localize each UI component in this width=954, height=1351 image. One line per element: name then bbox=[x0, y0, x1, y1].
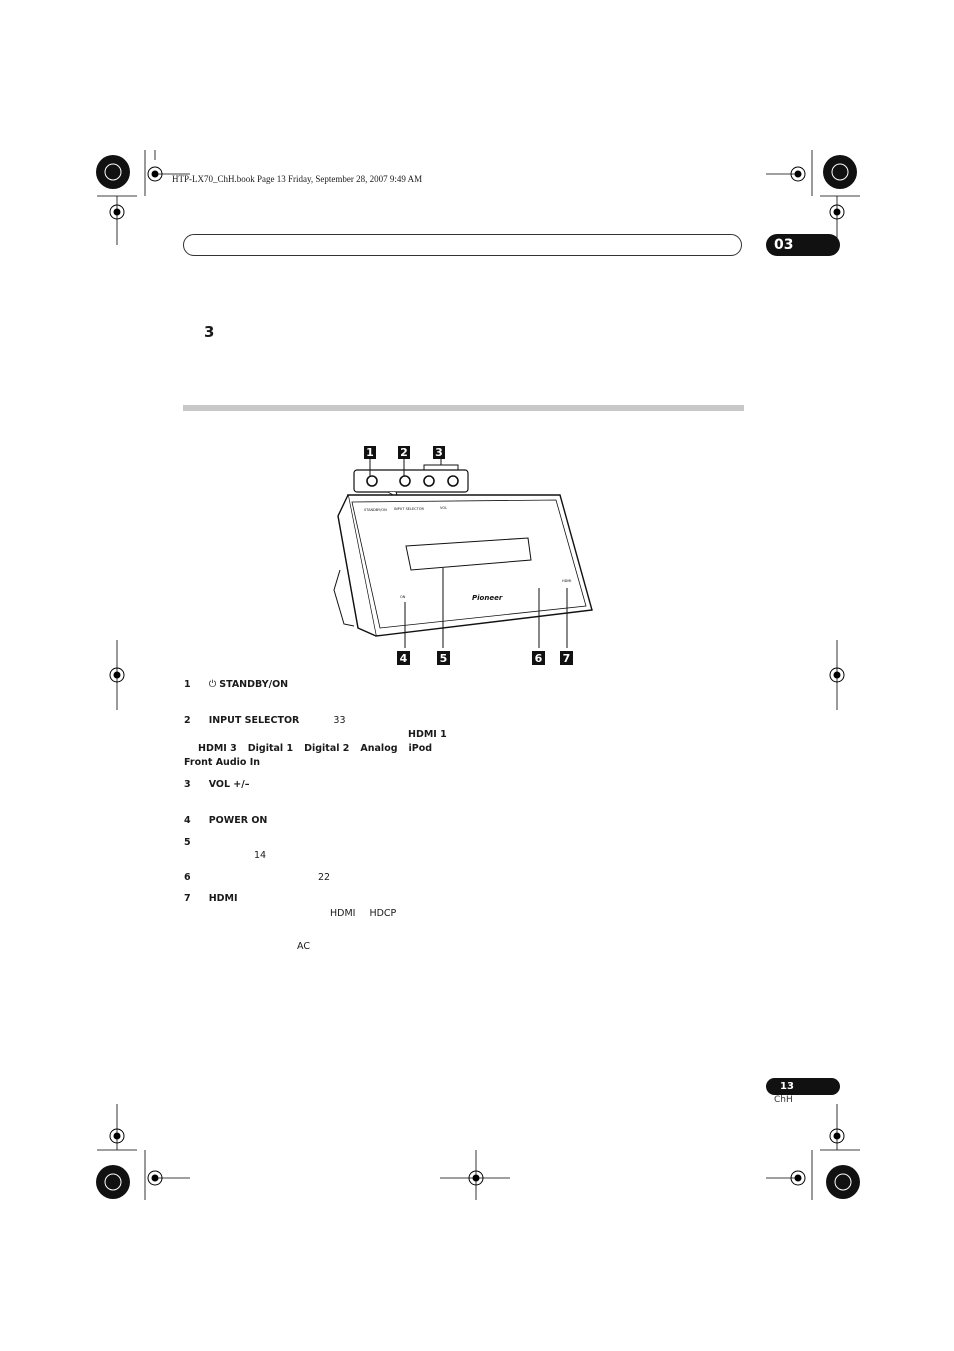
page-number-tab: 13 bbox=[766, 1078, 840, 1095]
standby-button bbox=[367, 476, 377, 486]
item-6-ref: 22 bbox=[318, 872, 331, 883]
item-label: STANDBY/ON bbox=[219, 679, 289, 690]
item-number: 5 bbox=[184, 837, 191, 848]
callout-5: 5 bbox=[439, 652, 448, 665]
callout-6: 6 bbox=[534, 652, 543, 665]
item-number: 1 bbox=[184, 679, 191, 690]
item-label: POWER ON bbox=[208, 815, 268, 826]
item-2 bbox=[184, 714, 484, 728]
item-label: VOL +/– bbox=[208, 779, 250, 790]
item-6 bbox=[184, 871, 191, 885]
item-7-ac: AC bbox=[297, 941, 310, 952]
vol-minus-button bbox=[424, 476, 434, 486]
input-selector-button bbox=[400, 476, 410, 486]
item-3 bbox=[184, 778, 250, 792]
item-number: 2 bbox=[184, 715, 191, 726]
print-info: HTP-LX70_ChH.book Page 13 Friday, September 28, 2007 9:49 AM bbox=[172, 174, 423, 184]
item-2-front: Front Audio In bbox=[184, 757, 261, 768]
item-2-sources: HDMI 3 Digital 1 Digital 2 Analog iPod bbox=[198, 743, 433, 754]
item-5-ref: 14 bbox=[254, 850, 267, 861]
item-5 bbox=[184, 836, 191, 850]
item-2-source: HDMI 1 bbox=[408, 729, 447, 740]
pioneer-logo: Pioneer bbox=[472, 594, 503, 602]
vol-plus-button bbox=[448, 476, 458, 486]
page-ref: 33 bbox=[333, 715, 346, 726]
panel-vol-text: VOL bbox=[440, 506, 448, 510]
callout-1: 1 bbox=[366, 446, 374, 459]
item-number: 7 bbox=[184, 893, 191, 904]
section-divider bbox=[183, 405, 744, 411]
item-number: 4 bbox=[184, 815, 191, 826]
item-label: INPUT SELECTOR bbox=[208, 715, 300, 726]
front-panel-diagram bbox=[330, 440, 610, 670]
language-code: ChH bbox=[774, 1095, 793, 1105]
panel-standby-text: STANDBY/ON bbox=[364, 508, 387, 512]
item-7 bbox=[184, 892, 238, 906]
callout-7: 7 bbox=[562, 652, 571, 665]
callout-4: 4 bbox=[399, 652, 408, 665]
chapter-title-bar bbox=[183, 234, 742, 256]
item-4 bbox=[184, 814, 267, 828]
panel-on-text: ON bbox=[400, 595, 406, 599]
item-7-terms: HDMI HDCP bbox=[330, 908, 397, 919]
callout-3: 3 bbox=[435, 446, 443, 459]
power-icon: ⏻ bbox=[208, 679, 217, 690]
chapter-number-tab: 03 bbox=[766, 234, 840, 256]
chapter-heading: 3 bbox=[204, 323, 215, 341]
item-number: 3 bbox=[184, 779, 191, 790]
item-number: 6 bbox=[184, 872, 191, 883]
panel-input-text: INPUT SELECTOR bbox=[394, 507, 424, 511]
callout-2: 2 bbox=[400, 446, 408, 459]
panel-hdmi-text: HDMI bbox=[562, 579, 572, 583]
item-label: HDMI bbox=[208, 893, 238, 904]
item-1 bbox=[184, 678, 288, 692]
